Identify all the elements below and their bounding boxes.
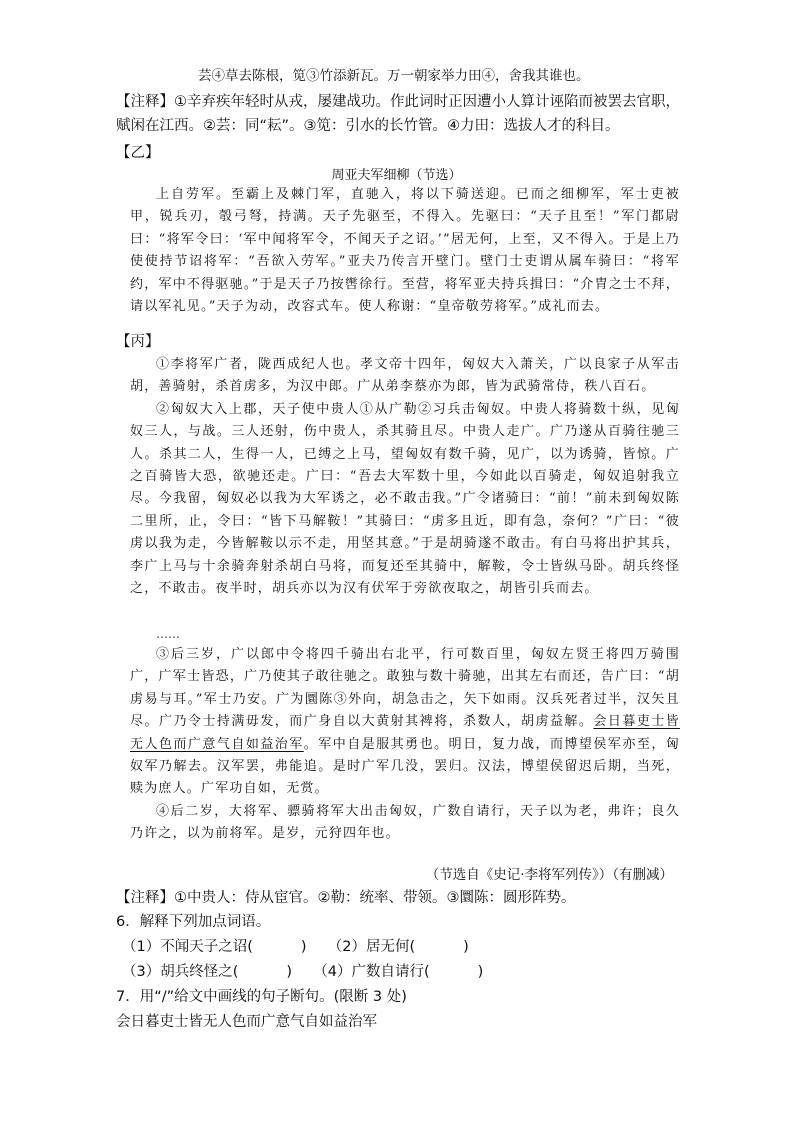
q6-close-1: ): [300, 939, 307, 955]
ellipsis: ……: [156, 627, 180, 641]
p3-text-b: 。军中自是服其勇也。明日，复力战，而博望侯军亦至，匈奴军乃解去。汉军罢，弗能追。是时广军几没，罢归。汉法，博望侯留迟后期，当死，赎为庶人。广军功自如，无赏。: [130, 736, 681, 797]
question-6-row1: [122, 935, 469, 956]
passage-yi-paragraph: 上自劳军。至霸上及棘门军，直驰入，将以下骑送迎。已而之细柳军，军士吏被甲，锐兵刃，彀弓弩，持满。天子先驱至，不得入。先驱曰：“天子且至！”军门都尉曰：“将军令曰：‘军中闻将军令，不闻天子之诏。’”居无何，上至，又不得入。于是上乃使使持节诏将军：“吾欲入劳军。”亚夫乃传言开壁门。壁门士吏谓从属车骑曰：“将军约，军中不得驱驰。”于是天子乃按辔徐行。至营，将军亚夫持兵揖曰：“介胄之士不拜，请以军礼见。”天子为动，改容式车。使人称谢：“皇帝敬劳将军。”成礼而去。: [130, 187, 680, 315]
q6-item2: （2）居无何(: [327, 939, 416, 955]
q6-item3: （3）胡兵终怪之(: [122, 964, 239, 980]
note-jia: [116, 90, 756, 138]
q6-close-2: ): [463, 939, 469, 955]
note-jia-line1: 【注释】①辛弃疾年轻时从戎，屡建战功。作此词时正因遭小人算计诬陷而被罢去官职，: [116, 94, 680, 110]
source-citation: （节选自《史记·李将军列传》）（有删减）: [425, 867, 673, 883]
passage-bing-part1: [130, 354, 680, 600]
passage-bing-p3: [130, 644, 680, 801]
section-yi-label: 【乙】: [116, 145, 160, 161]
question-6-row2: [122, 960, 483, 981]
passage-yi-title: 周亚夫军细柳（节选）: [331, 168, 462, 183]
q6-item1: （1）不闻天子之诏(: [122, 939, 253, 955]
q6-close-4: ): [477, 964, 484, 980]
note-jia-line2: 赋闲在江西。②芸：同“耘”。③笕：引水的长竹管。④力田：选拔人才的科目。: [116, 118, 620, 134]
passage-bing-p1: ①李将军广者，陇西成纪人也。孝文帝十四年，匈奴大入萧关，广以良家子从军击胡，善骑射，杀首虏多，为汉中郎。广从弟李蔡亦为郎，皆为武骑常侍，秩八百石。: [130, 357, 680, 395]
passage-bing-p4: ④后二岁，大将军、骠骑将军大出击匈奴，广数自请行，天子以为老，弗许；良久乃许之，以为前将军。是岁，元狩四年也。: [130, 803, 680, 842]
passage-bing-p2: ②匈奴大入上郡，天子使中贵人①从广勒②习兵击匈奴。中贵人将骑数十纵，见匈奴三人，与战。三人还射，伤中贵人，杀其骑且尽。中贵人走广。广乃遂从百骑往驰三人。杀其二人，生得一人，已缚之上马，望匈奴有数千骑，见广，以为诱骑，皆惊。广之百骑皆大恐，欲驰还走。广曰：“吾去大军数十里，今如此以百骑走，匈奴追射我立尽。今我留，匈奴必以我为大军诱之，必不敢击我。”广令诸骑曰：“前！”前未到匈奴陈二里所，止，令曰：“皆下马解鞍！”其骑曰：“虏多且近，即有急，奈何？”广曰：“彼虏以我为走，今皆解鞍以示不走，用坚其意。”于是胡骑遂不敢击。有白马将出护其兵，李广上马与十余骑奔射杀胡白马将，而复还至其骑中，解鞍，令士皆纵马卧。胡兵终怪之，不敢击。夜半时，胡兵亦以为汉有伏军于旁欲夜取之，胡皆引兵而去。: [130, 401, 680, 597]
note-bing: 【注释】①中贵人：侍从宦官。②勒：统率、带领。③圜陈：圆形阵势。: [116, 890, 576, 906]
passage-bing-part2: [130, 644, 680, 846]
poem-line: 芸④草去陈根，笕③竹添新瓦。万一朝家举力田④，舍我其谁也。: [198, 68, 590, 84]
p3-text-a: ③后三岁，广以郎中令将四千骑出右北平，行可数百里，匈奴左贤王将四万骑围广，广军士皆恐，广乃使其子敢往驰之。敢独与数十骑驰，出其左右而还，告广曰：“胡虏易与耳。”军士乃安。广为圜陈③外向，胡急击之，矢下如雨。汉兵死者过半，汉矢且尽。广乃令士持满毋发，而广身自以大黄射其裨将，杀数人，胡虏益解。: [130, 647, 680, 730]
section-bing-label: 【丙】: [116, 334, 160, 350]
question-6-title: 6．解释下列加点词语。: [116, 914, 271, 930]
question-7-title: 7．用“/”给文中画线的句子断句。(限断 3 处): [116, 989, 407, 1005]
q6-item4: （4）广数自请行(: [313, 964, 430, 980]
passage-yi: [130, 184, 680, 318]
q6-close-3: ): [286, 964, 293, 980]
underlined-sentence: 会日暮吏士皆无人色而广意气自如益治军: [130, 714, 680, 752]
question-7-sentence: 会日暮吏士皆无人色而广意气自如益治军: [116, 1014, 377, 1030]
